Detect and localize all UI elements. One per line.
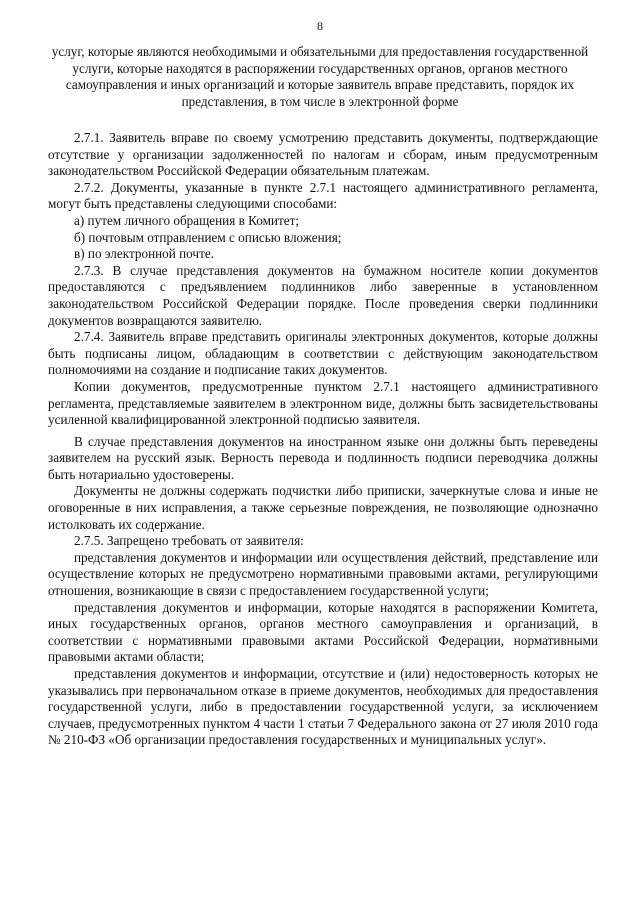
prohibition-item-3: представления документов и информации, отсутствие и (или) недостоверность которых не указывались при первоначальном отказе в приеме документов, необходимых для предоставления государственной услуги, либо в предоставлении государственной услуги, за исключением случаев, предусмотренных пунктом 4 части 1 статьи 7 Федерального закона от 27 июля 2010 года № 210-ФЗ «Об организации предоставления государственных и муниципальных услуг». [48, 666, 598, 748]
paragraph-2-7-3: 2.7.3. В случае представления документов на бумажном носителе копии документов предоставляются с предъявлением подлинников либо заверенные в установленном законодательством Российской Федерации порядке. После проведения сверки подлинники документов возвращаются заявителю. [48, 262, 598, 328]
list-item-c: в) по электронной почте. [74, 246, 214, 262]
paragraph-foreign-language: В случае представления документов на иностранном языке они должны быть переведены заявителем на русский язык. Верность перевода и подлинность подписи переводчика должны быть нотариально удостоверены. [48, 433, 598, 482]
paragraph-2-7-4: 2.7.4. Заявитель вправе представить оригиналы электронных документов, которые должны быть подписаны лицом, обладающим в соответствии с действующим законодательством полномочиями на создание и подписание таких документов. [48, 329, 598, 378]
list-item-a: а) путем личного обращения в Комитет; [74, 212, 300, 228]
paragraph-no-corrections: Документы не должны содержать подчистки либо приписки, зачеркнутые слова и иные не оговоренные в них исправления, а также серьезные повреждения, не позволяющие однозначно истолковать их содержание. [48, 483, 598, 532]
paragraph-2-7-5: 2.7.5. Запрещено требовать от заявителя: [74, 533, 304, 549]
paragraph-2-7-1: 2.7.1. Заявитель вправе по своему усмотрению представить документы, подтверждающие отсутствие у организации задолженностей по налогам и сборам, иным предусмотренным законодательством Российской Федерации обязательным платежам. [48, 130, 598, 179]
paragraph-copies: Копии документов, предусмотренные пунктом 2.7.1 настоящего административного регламента, представляемые заявителем в электронном виде, должны быть засвидетельствованы усиленной квалифицированной электронной подписью заявителя. [48, 378, 598, 428]
prohibition-item-2: представления документов и информации, которые находятся в распоряжении Комитета, иных государственных органов, органов местного самоуправления и организаций, в соответствии с нормативными правовыми актами Российской Федерации, нормативными правовыми актами области; [48, 599, 598, 665]
paragraph-2-7-2: 2.7.2. Документы, указанные в пункте 2.7.1 настоящего административного регламента, могут быть представлены следующими способами: [48, 179, 598, 212]
document-body [48, 130, 598, 749]
section-heading: услуг, которые являются необходимыми и обязательными для предоставления государственной услуги, которые находятся в распоряжении государственных органов, органов местного самоуправления и иных организаций и которые заявитель вправе представить, порядок их представления, в том числе в электронной форме [51, 44, 589, 109]
prohibition-item-1: представления документов и информации или осуществления действий, представление или осуществление которых не предусмотрено нормативными правовыми актами, регулирующими отношения, возникающие в связи с предоставлением государственной услуги; [48, 549, 598, 599]
list-item-b: б) почтовым отправлением с описью вложения; [74, 229, 342, 245]
page-number: 8 [317, 19, 323, 33]
